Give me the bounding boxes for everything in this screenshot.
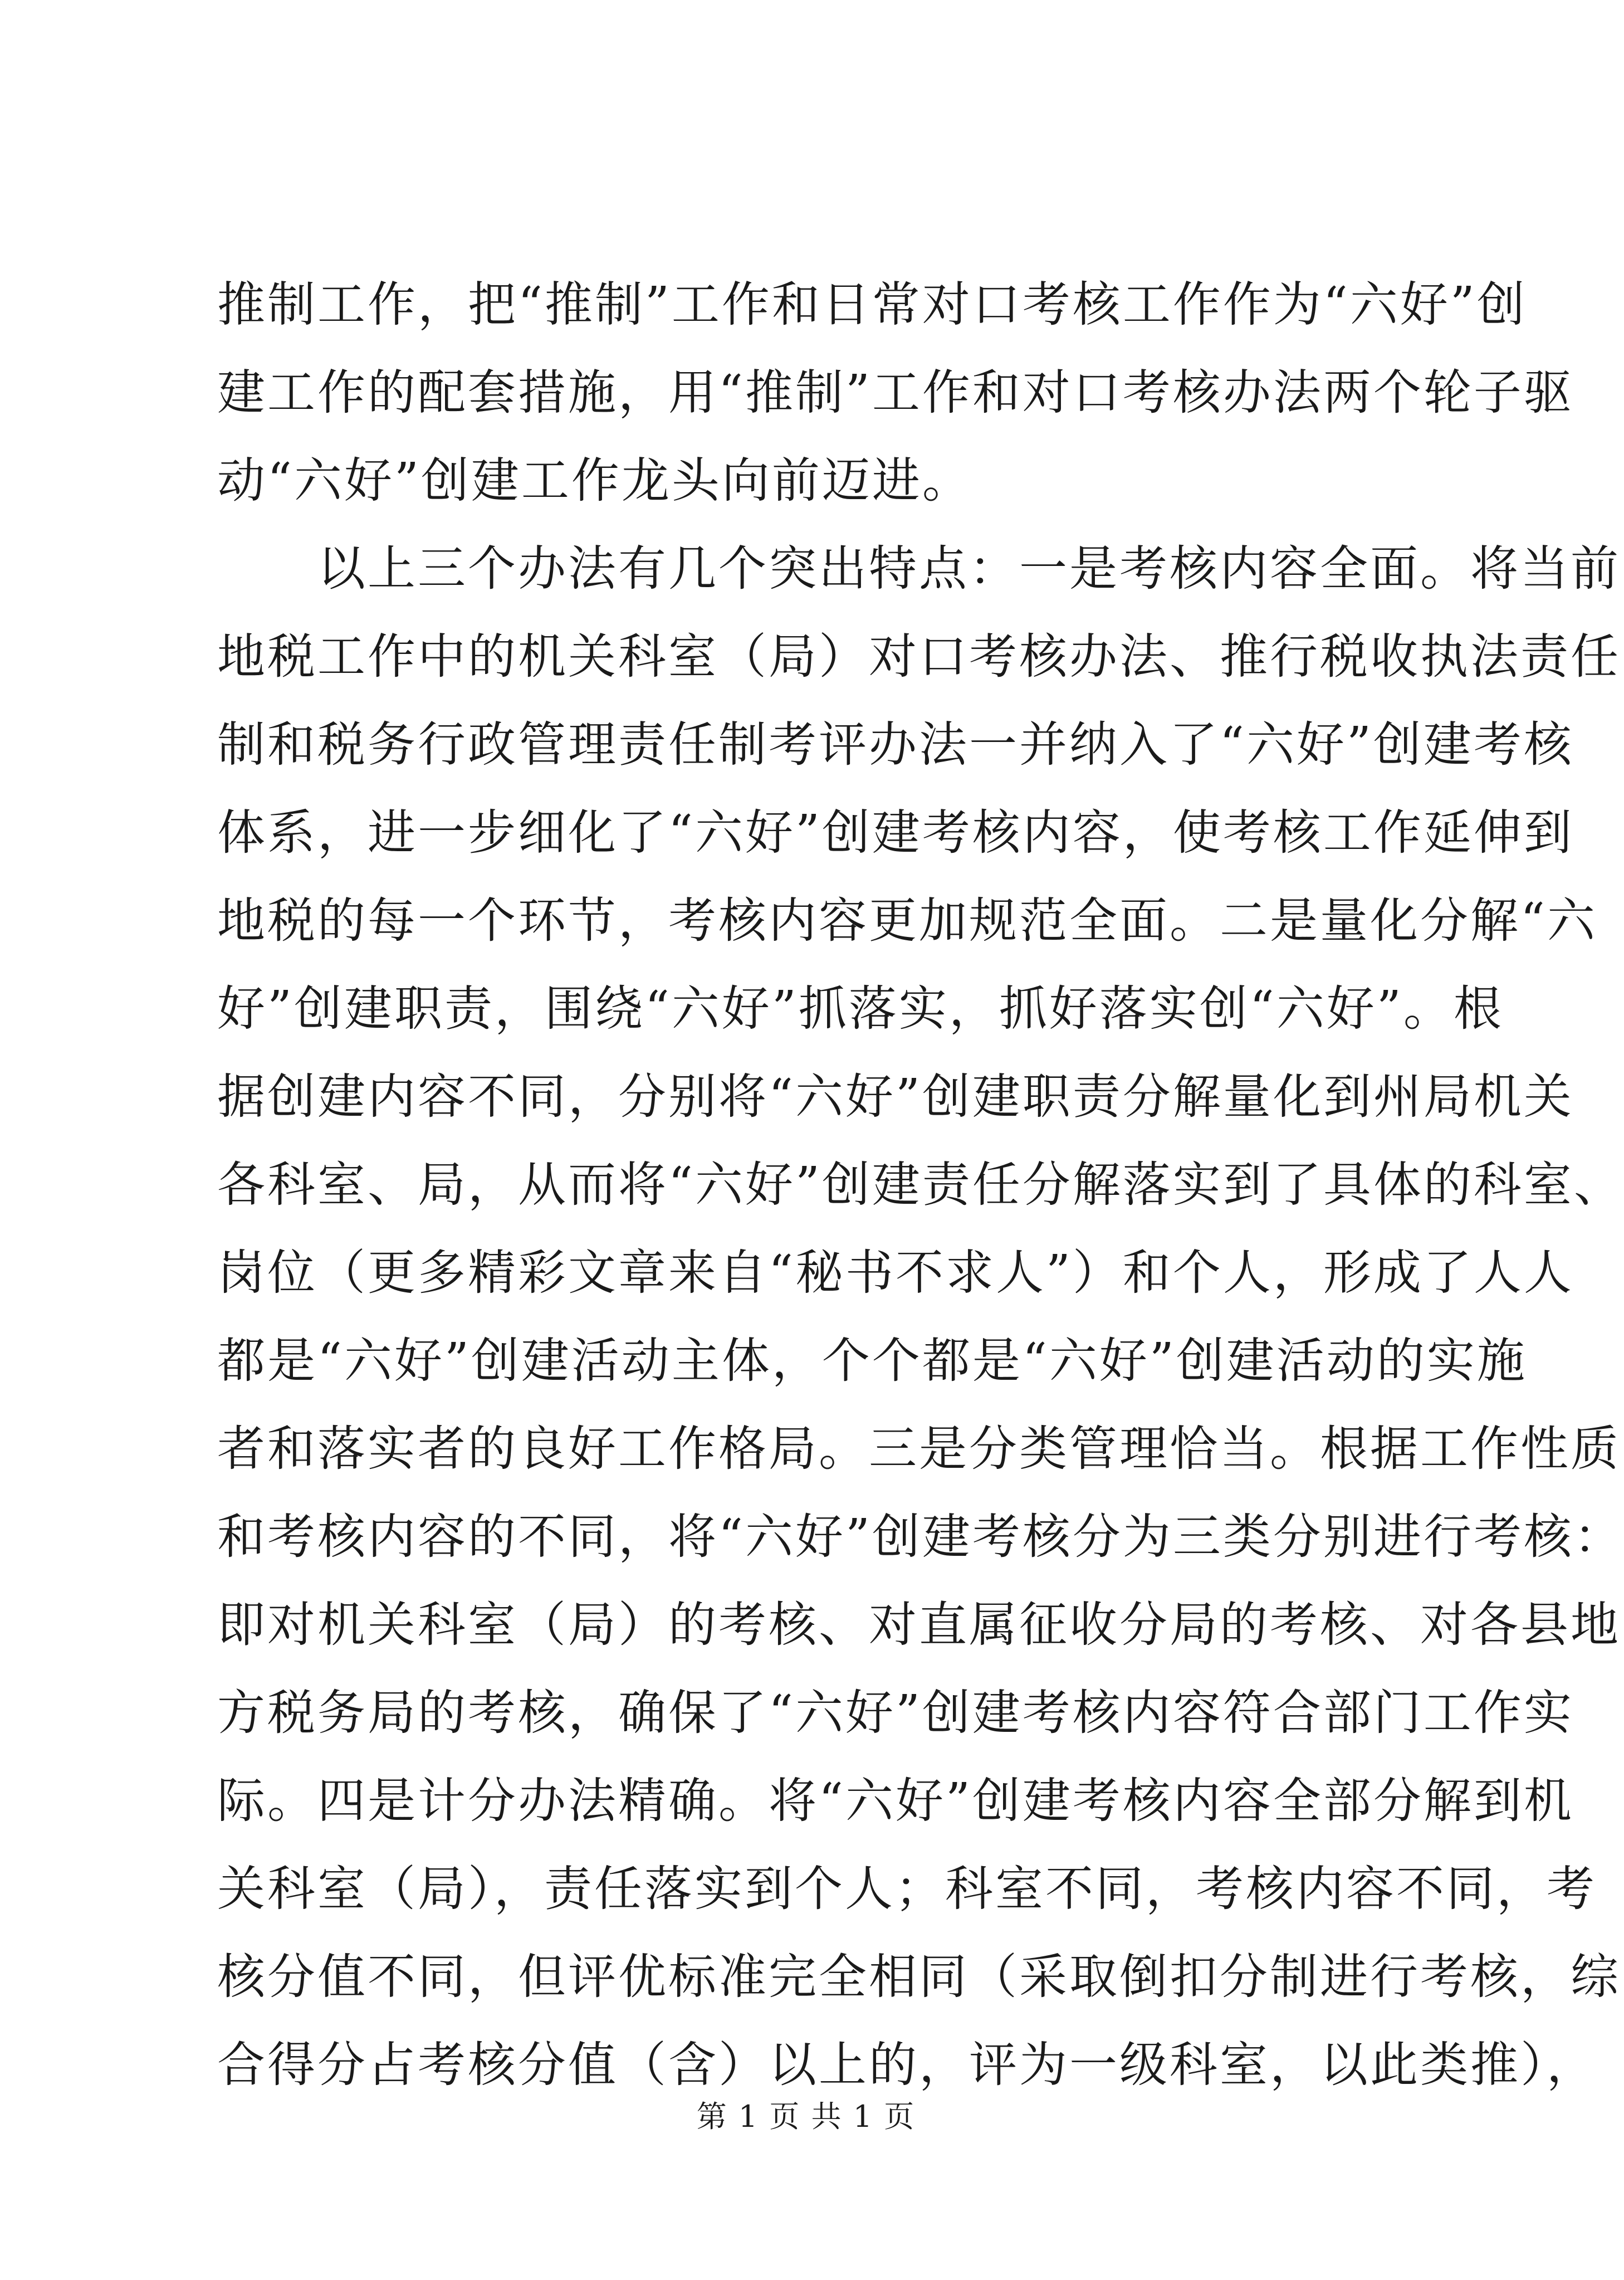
text-line: 推制工作，把“推制”工作和日常对口考核工作作为“六好”创 <box>217 277 1527 333</box>
text-line: 动“六好”创建工作龙头向前迈进。 <box>217 453 972 509</box>
text-line: 各科室、局，从而将“六好”创建责任分解落实到了具体的科室、 <box>217 1157 1624 1213</box>
page-number-footer: 第 1 页 共 1 页 <box>696 2099 916 2134</box>
text-line: 地税的每一个环节，考核内容更加规范全面。二是量化分解“六 <box>217 893 1597 949</box>
text-line: 制和税务行政管理责任制考评办法一并纳入了“六好”创建考核 <box>217 717 1574 773</box>
text-line: 据创建内容不同，分别将“六好”创建职责分解量化到州局机关 <box>217 1069 1574 1125</box>
text-line: 合得分占考核分值（含）以上的，评为一级科室，以此类推）， <box>217 2037 1597 2093</box>
text-line: 都是“六好”创建活动主体，个个都是“六好”创建活动的实施 <box>217 1333 1527 1389</box>
paragraph-first-line: 以上三个办法有几个突出特点：一是考核内容全面。将当前 <box>317 541 1621 597</box>
text-line: 体系，进一步细化了“六好”创建考核内容，使考核工作延伸到 <box>217 805 1574 861</box>
text-line: 岗位（更多精彩文章来自“秘书不求人”）和个人，形成了人人 <box>217 1245 1574 1301</box>
text-line: 和考核内容的不同，将“六好”创建考核分为三类分别进行考核： <box>217 1509 1624 1565</box>
text-line: 方税务局的考核，确保了“六好”创建考核内容符合部门工作实 <box>217 1685 1574 1741</box>
text-line: 建工作的配套措施，用“推制”工作和对口考核办法两个轮子驱 <box>217 365 1574 421</box>
text-line: 即对机关科室（局）的考核、对直属征收分局的考核、对各县地 <box>217 1597 1621 1653</box>
text-line: 核分值不同，但评优标准完全相同（采取倒扣分制进行考核，综 <box>217 1949 1621 2005</box>
text-line: 者和落实者的良好工作格局。三是分类管理恰当。根据工作性质 <box>217 1421 1621 1477</box>
body-text <box>217 261 1624 2109</box>
text-line: 际。四是计分办法精确。将“六好”创建考核内容全部分解到机 <box>217 1773 1574 1829</box>
text-line: 好”创建职责，围绕“六好”抓落实，抓好落实创“六好”。根 <box>217 981 1504 1037</box>
text-line: 地税工作中的机关科室（局）对口考核办法、推行税收执法责任 <box>217 629 1621 685</box>
text-line: 关科室（局），责任落实到个人；科室不同，考核内容不同，考 <box>217 1861 1597 1917</box>
